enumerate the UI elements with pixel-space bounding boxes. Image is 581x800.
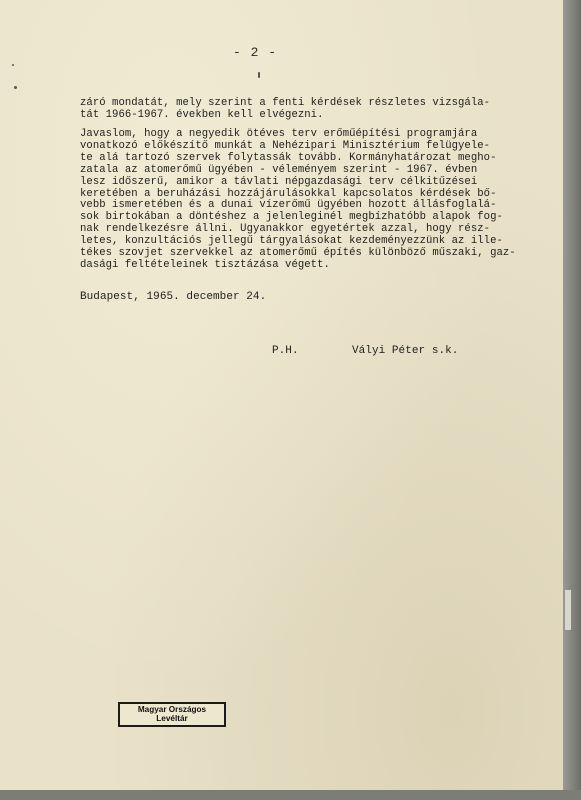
stamp-line-1: Magyar Országos	[137, 705, 207, 714]
page-number: - 2 -	[233, 45, 278, 60]
seal-placeholder: P.H.	[272, 345, 299, 357]
archive-stamp	[118, 702, 226, 727]
margin-mark	[12, 64, 14, 66]
margin-mark	[14, 86, 17, 89]
paragraph-proposal: Javaslom, hogy a negyedik ötéves terv erőműépítési programjára vonatkozó előkészítő munkát a Nehézipari Minisztérium felügyele- te alá tartozó szervek folytassák tovább. Kormányhatározat megho- zatala az atomerőmű ügyében - véleményem szerint - 1967. évben lesz időszerű, amikor a távlati népgazdasági terv célkitűzései keretében a beruházási hozzájárulásokkal kapcsolatos kérdések bő- vebb ismeretében és a dunai vízerőmű ügyében hozott állásfoglalá- sok birtokában a döntéshez a jelenleginél megbízhatóbb alapok fog- nak rendelkezésre állni. Ugyanakkor egyetértek azzal, hogy rész- letes, konzultációs jellegű tárgyalásokat kezdeményezzünk az ille- tékes szovjet szervekkel az atomerőmű építés különböző műszaki, gaz- dasági feltételeinek tisztázása végett.	[80, 128, 516, 271]
place-and-date: Budapest, 1965. december 24.	[80, 291, 267, 303]
scan-edge	[563, 0, 581, 800]
paragraph-continuation: záró mondatát, mely szerint a fenti kérdések részletes vizsgála- tát 1966-1967. években kell elvégezni.	[80, 97, 491, 121]
scan-bottom-edge	[0, 790, 581, 800]
signature-line: Vályi Péter s.k.	[352, 345, 459, 357]
stamp-line-2: Levéltár	[156, 714, 188, 723]
margin-mark	[258, 72, 260, 78]
